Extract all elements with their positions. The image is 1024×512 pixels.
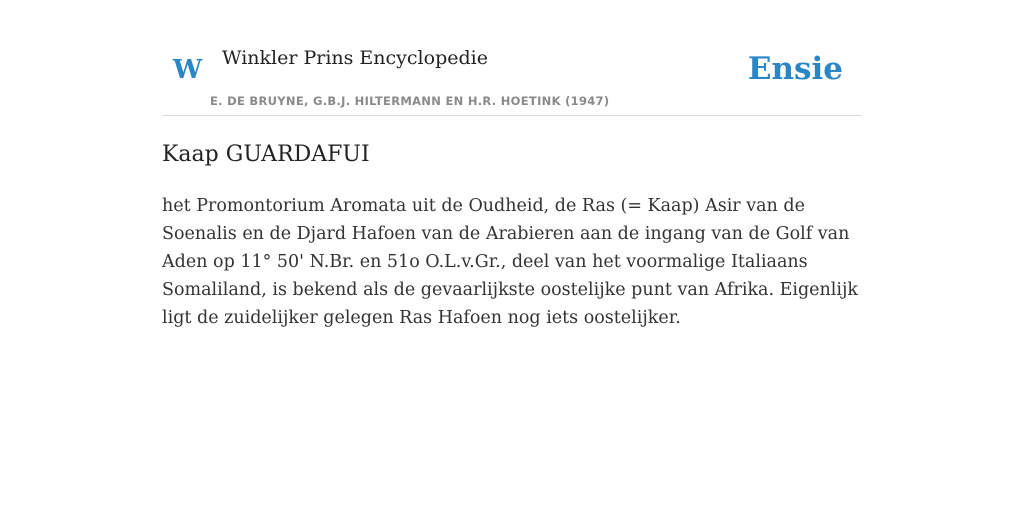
source-header (162, 40, 862, 116)
entry-body: het Promontorium Aromata uit de Oudheid, de Ras (= Kaap) Asir van de Soenalis en de Djard Hafoen van de Arabieren aan de ingang van de Golf van Aden op 11° 50' N.Br. en 51o O.L.v.Gr., deel van het voormalige Italiaans Somaliland, is bekend als de gevaarlijkste oostelijke punt van Afrika. Eigenlijk ligt de zuidelijker gelegen Ras Hafoen nog iets oostelijker. (162, 196, 859, 328)
ensie-brand-logo[interactable]: Ensie (747, 51, 843, 87)
publication-authors: E. DE BRUYNE, G.B.J. HILTERMANN EN H.R. HOETINK (1947) (210, 94, 610, 108)
winkler-prins-logo[interactable]: W (173, 55, 203, 85)
entry-title: Kaap GUARDAFUI (162, 142, 370, 167)
publication-title[interactable]: Winkler Prins Encyclopedie (222, 47, 488, 69)
